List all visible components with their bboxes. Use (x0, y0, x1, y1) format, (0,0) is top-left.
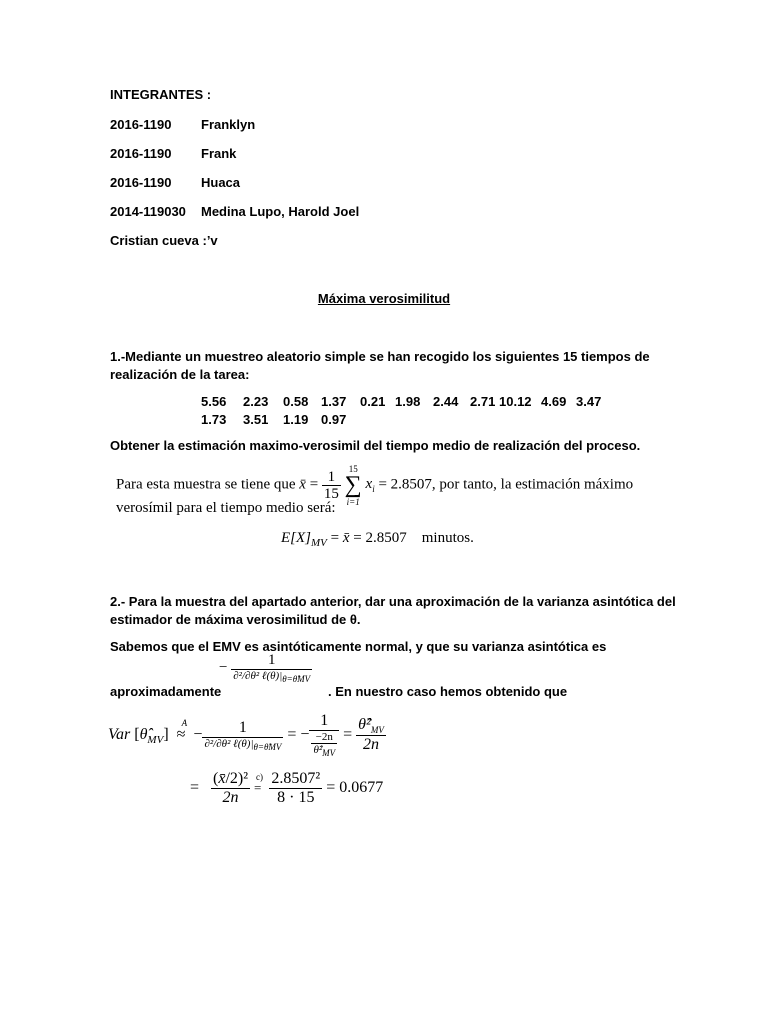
data-value: 1.98 (395, 394, 421, 409)
data-value: 3.51 (243, 412, 269, 427)
data-value: 2.71 (470, 394, 496, 409)
member-code: 2016-1190 (110, 117, 172, 132)
member-name: Medina Lupo, Harold Joel (201, 204, 360, 219)
q1-solution-text2: = 2.8507, por tanto, la estimación máximo (378, 476, 634, 493)
data-value: 0.58 (283, 394, 309, 409)
data-value: 0.21 (360, 394, 386, 409)
data-value: 4.69 (541, 394, 567, 409)
data-value: 2.23 (243, 394, 269, 409)
q2-text2-right: . En nuestro caso hemos obtenido que (328, 684, 568, 699)
members-label: INTEGRANTES : (110, 87, 212, 102)
extra-member: Cristian cueva :’v (110, 233, 218, 248)
q1-solution-text1: Para esta muestra se tiene que (116, 476, 296, 493)
q1-heading-line1: 1.-Mediante un muestreo aleatorio simple se han recogido los siguientes 15 tiempos de (110, 349, 650, 364)
page-title: Máxima verosimilitud (317, 291, 451, 306)
q2-result: = 0.0677 (326, 779, 384, 797)
q2-text1: Sabemos que el EMV es asintóticamente normal, y que su varianza asintótica es (110, 639, 607, 654)
summation-symbol: 15 ∑ i=1 (344, 464, 362, 507)
q2-heading-line1: 2.- Para la muestra del apartado anterior, dar una aproximación de la varianza asintótica del (110, 594, 676, 609)
data-value: 3.47 (576, 394, 602, 409)
data-value: 5.56 (201, 394, 227, 409)
data-value: 1.73 (201, 412, 227, 427)
q1-solution-line1: Para esta muestra se tiene que x̄ = $\frac{1}{15}$ 15 ∑ i=1 $x_i = 2.8507$, por tanto, la estimación máximo (116, 464, 634, 507)
q1-result-units: minutos. (421, 530, 474, 546)
q1-heading-line2: realización de la tarea: (110, 367, 250, 382)
data-value: 10.12 (499, 394, 532, 409)
data-value: 2.44 (433, 394, 459, 409)
q1-solution-text3: verosímil para el tiempo medio será: (116, 500, 336, 516)
q2-text2-left: aproximadamente (110, 684, 222, 699)
q1-result-value: = 2.8507 (353, 530, 407, 546)
q2-heading-line2: estimador de máxima verosimilitud de θ. (110, 612, 361, 627)
fraction-1-over-15: $\frac{1}{15}$ (323, 468, 339, 502)
variance-derivation-line2: = $\frac{\text{(x̄/2)²}}{2n}$ c) = $\frac{\text{2.8507²}}{8 \cdot 15}$ = 0.0677 (190, 770, 384, 806)
data-value: 0.97 (321, 412, 347, 427)
data-value: 1.37 (321, 394, 347, 409)
member-name: Frank (201, 146, 237, 161)
member-name: Huaca (201, 175, 241, 190)
member-code: 2016-1190 (110, 175, 172, 190)
q1-solution-result: $E[X]_{MV}$ = x̄ = 2.8507 minutos. (281, 530, 474, 549)
data-value: 1.19 (283, 412, 309, 427)
variance-derivation-line1: Var $[\thetâ_{MV}]$ A ≈ − $\frac{1}{\partial^2/\partial\theta^2 \ell(\theta)|_{\theta=\thetâMV}}$ = − $\frac{1}{\frac{-2n}{\thetâ^2_{MV}}}$ = $\frac{\thetâ^2_{MV}}{2n}$ (108, 712, 384, 759)
q1-instruction: Obtener la estimación maximo-verosimil del tiempo medio de realización del proceso. (110, 438, 641, 453)
member-name: Franklyn (201, 117, 256, 132)
member-code: 2014-119030 (110, 204, 186, 219)
member-code: 2016-1190 (110, 146, 172, 161)
asymptotic-variance-formula: − $\frac{1}{\partial^2/\partial\theta^2 \ell(\theta)|_{\theta=\thetâMV}}$ (219, 652, 311, 685)
